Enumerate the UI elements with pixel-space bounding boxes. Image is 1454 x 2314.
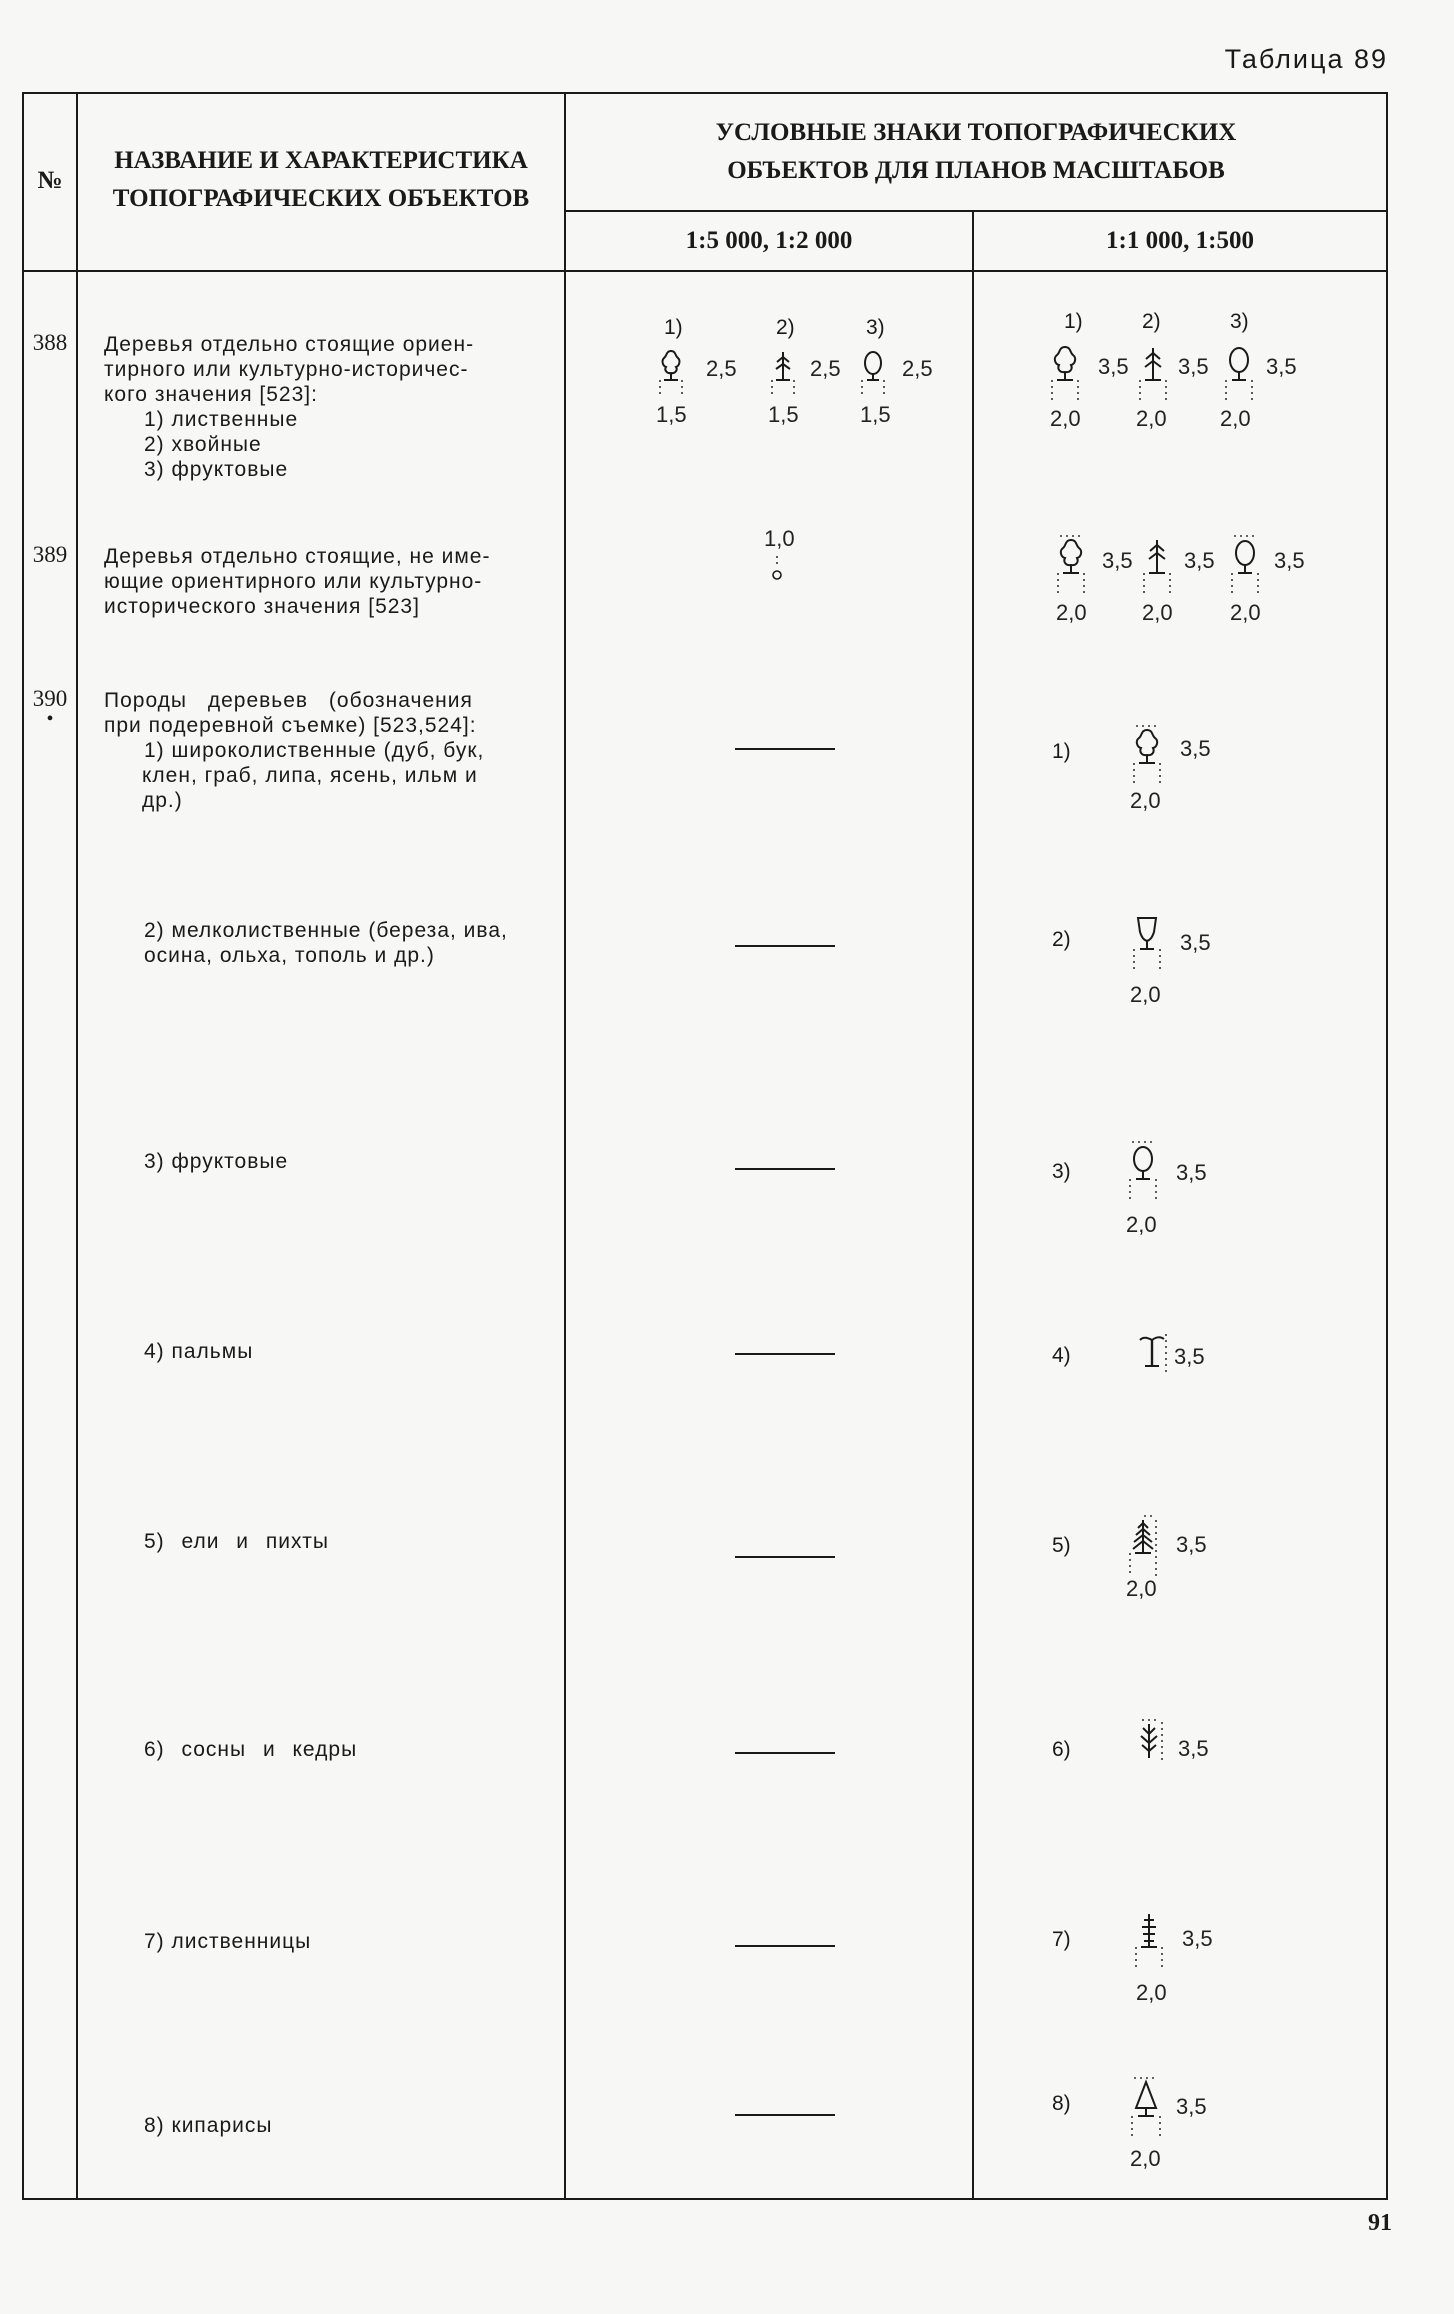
row-390-mark-1: 1) — [1052, 740, 1071, 763]
header-number: № — [37, 167, 63, 194]
header-name-line2: ТОПОГРАФИЧЕСКИХ ОБЪЕКТОВ — [112, 185, 530, 212]
palm-tree-icon — [1136, 1332, 1170, 1376]
row-388-b-dim-h-2: 3,5 — [1178, 354, 1209, 379]
no-symbol-dash — [735, 2114, 835, 2116]
header-signs-line1: УСЛОВНЫЕ ЗНАКИ ТОПОГРАФИЧЕСКИХ — [715, 119, 1237, 146]
row-389-text-3: исторического значения [523] — [104, 595, 420, 618]
row-390-mark-7: 7) — [1052, 1928, 1071, 1951]
smallleaf-tree-icon — [1132, 912, 1162, 974]
row-390-8-dim-w: 2,0 — [1130, 2146, 1161, 2171]
row-390-3-dim-w: 2,0 — [1126, 1212, 1157, 1237]
row-388-a-dim-h-2: 2,5 — [810, 356, 841, 381]
row-389-b-dim-w-1: 2,0 — [1056, 600, 1087, 625]
row-390-mark-3: 3) — [1052, 1160, 1071, 1183]
row-388-a-dim-h-1: 2,5 — [706, 356, 737, 381]
row-390-text-5: др.) — [142, 789, 183, 812]
row-388-a-dim-w-2: 1,5 — [768, 402, 799, 427]
row-390-3-dim-h: 3,5 — [1176, 1160, 1207, 1185]
no-symbol-dash — [735, 1168, 835, 1170]
row-390-text-3: 1) широколиственные (дуб, бук, — [144, 739, 485, 762]
row-388-description — [104, 332, 546, 482]
row-390-sub-8: 8) кипарисы — [144, 2114, 273, 2137]
row-388-b-mark-1: 1) — [1064, 310, 1083, 333]
larch-icon — [1134, 1910, 1164, 1972]
conifer-tree-icon — [770, 348, 796, 394]
row-388-a-dim-h-3: 2,5 — [902, 356, 933, 381]
row-388-a-dim-w-3: 1,5 — [860, 402, 891, 427]
row-390-sub-5: 5) ели и пихты — [144, 1530, 329, 1553]
row-390-number: 390 — [32, 686, 68, 711]
header-name — [78, 142, 564, 218]
header-scale-b: 1:1 000, 1:500 — [1106, 227, 1254, 254]
row-390-2-dim-h: 3,5 — [1180, 930, 1211, 955]
row-390-text-1: Породы деревьев (обозначения — [104, 689, 473, 712]
row-390-8-dim-h: 3,5 — [1176, 2094, 1207, 2119]
row-388-b-dim-w-2: 2,0 — [1136, 406, 1167, 431]
header-signs-line2: ОБЪЕКТОВ ДЛЯ ПЛАНОВ МАСШТАБОВ — [727, 157, 1225, 184]
row-390-mark-6: 6) — [1052, 1738, 1071, 1761]
row-388-item-2: 2) хвойные — [144, 433, 262, 456]
header-scale-a: 1:5 000, 1:2 000 — [685, 227, 853, 254]
broadleaf-tree-icon — [1056, 536, 1086, 598]
row-388-number: 388 — [32, 330, 68, 355]
tree-dot-icon — [770, 556, 784, 582]
header-signs — [566, 114, 1386, 190]
row-389-b-dim-w-2: 2,0 — [1142, 600, 1173, 625]
row-388-text-1: Деревья отдельно стоящие ориен- — [104, 333, 475, 356]
row-390-1-dim-h: 3,5 — [1180, 736, 1211, 761]
no-symbol-dash — [735, 1556, 835, 1558]
row-388-text-2: тирного или культурно-историчес- — [104, 358, 469, 381]
cypress-icon — [1130, 2078, 1162, 2142]
row-390-sub-3: 3) фруктовые — [144, 1150, 289, 1173]
row-390-sub-7: 7) лиственницы — [144, 1930, 312, 1953]
row-388-b-mark-2: 2) — [1142, 310, 1161, 333]
row-389-description — [104, 544, 546, 619]
row-390-2-dim-w: 2,0 — [1130, 982, 1161, 1007]
broadleaf-tree-icon — [1050, 344, 1080, 402]
row-390-mark-5: 5) — [1052, 1534, 1071, 1557]
row-389-b-dim-h-3: 3,5 — [1274, 548, 1305, 573]
row-389-b-dim-h-2: 3,5 — [1184, 548, 1215, 573]
row-389-text-2: ющие ориентирного или культурно- — [104, 570, 483, 593]
row-390-description — [104, 688, 546, 813]
row-390-5-dim-w: 2,0 — [1126, 1576, 1157, 1601]
row-388-a-mark-2: 2) — [776, 316, 795, 339]
row-390-sub-2-line-2: осина, ольха, тополь и др.) — [144, 944, 435, 967]
fruit-tree-icon — [1230, 536, 1260, 598]
no-symbol-dash — [735, 1945, 835, 1947]
row-390-mark-2: 2) — [1052, 928, 1071, 951]
no-symbol-dash — [735, 1353, 835, 1355]
no-symbol-dash — [735, 748, 835, 750]
row-390-1-dim-w: 2,0 — [1130, 788, 1161, 813]
row-388-b-dim-h-3: 3,5 — [1266, 354, 1297, 379]
row-390-sub-4: 4) пальмы — [144, 1340, 254, 1363]
row-388-item-3: 3) фруктовые — [144, 458, 289, 481]
fruit-tree-icon — [1128, 1142, 1158, 1204]
row-390-6-dim-h: 3,5 — [1178, 1736, 1209, 1761]
row-390-5-dim-h: 3,5 — [1176, 1532, 1207, 1557]
row-390-mark-8: 8) — [1052, 2092, 1071, 2115]
row-389-number: 389 — [32, 542, 68, 567]
no-symbol-dash — [735, 1752, 835, 1754]
fruit-tree-icon — [860, 348, 886, 394]
spruce-fir-icon — [1128, 1516, 1158, 1578]
row-390-text-2: при подеревной съемке) [523,524]: — [104, 714, 477, 737]
row-388-b-mark-3: 3) — [1230, 310, 1249, 333]
row-388-b-dim-h-1: 3,5 — [1098, 354, 1129, 379]
row-390-mark-4: 4) — [1052, 1344, 1071, 1367]
row-388-a-mark-3: 3) — [866, 316, 885, 339]
row-390-7-dim-w: 2,0 — [1136, 1980, 1167, 2005]
conifer-tree-icon — [1138, 344, 1168, 402]
row-390-sub-2 — [144, 918, 508, 968]
row-388-b-dim-w-1: 2,0 — [1050, 406, 1081, 431]
conifer-tree-icon — [1142, 536, 1172, 598]
page-number: 91 — [1368, 2210, 1392, 2236]
row-390-text-4: клен, граб, липа, ясень, ильм и — [142, 764, 478, 787]
header-name-line1: НАЗВАНИЕ И ХАРАКТЕРИСТИКА — [114, 147, 528, 174]
row-388-text-3: кого значения [523]: — [104, 383, 318, 406]
fruit-tree-icon — [1224, 344, 1254, 402]
row-388-b-dim-w-3: 2,0 — [1220, 406, 1251, 431]
row-388-item-1: 1) лиственные — [144, 408, 299, 431]
row-390-7-dim-h: 3,5 — [1182, 1926, 1213, 1951]
pine-cedar-icon — [1134, 1720, 1166, 1768]
no-symbol-dash — [735, 945, 835, 947]
row-388-a-dim-w-1: 1,5 — [656, 402, 687, 427]
row-389-text-1: Деревья отдельно стоящие, не име- — [104, 545, 491, 568]
table-label: Таблица 89 — [1224, 44, 1388, 74]
row-390-4-dim-h: 3,5 — [1174, 1344, 1205, 1369]
row-390-bullet: • — [46, 708, 54, 730]
row-390-sub-6: 6) сосны и кедры — [144, 1738, 358, 1761]
row-389-a-dim: 1,0 — [764, 526, 795, 551]
row-388-a-mark-1: 1) — [664, 316, 683, 339]
broadleaf-tree-icon — [1132, 726, 1162, 788]
row-389-b-dim-h-1: 3,5 — [1102, 548, 1133, 573]
row-390-sub-2-line-1: 2) мелколиственные (береза, ива, — [144, 919, 508, 942]
row-389-b-dim-w-3: 2,0 — [1230, 600, 1261, 625]
broadleaf-tree-icon — [658, 348, 684, 394]
